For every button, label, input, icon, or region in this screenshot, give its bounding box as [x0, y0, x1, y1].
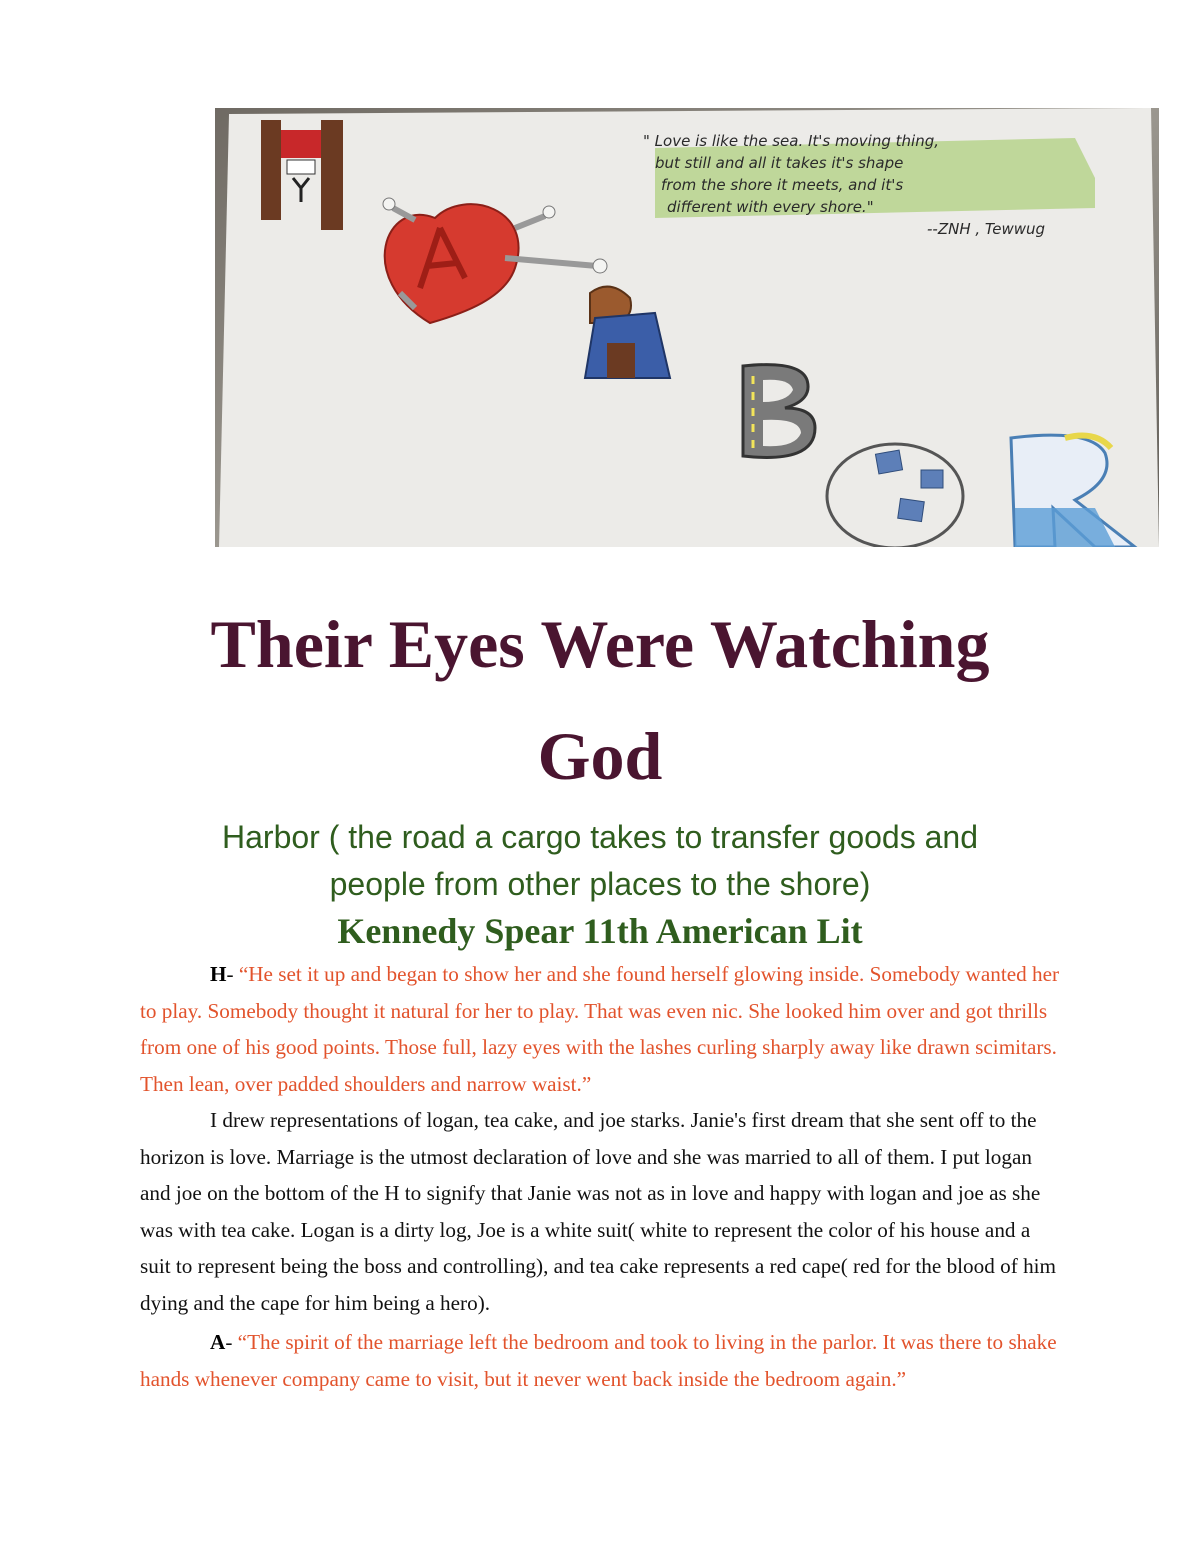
paragraph-h	[140, 956, 1060, 1102]
subtitle-line-1: Harbor ( the road a cargo takes to transfer goods and	[222, 819, 978, 855]
quote-line-1: " Love is like the sea. It's moving thing,	[643, 132, 939, 150]
subtitle-line-2: people from other places to the shore)	[329, 866, 871, 902]
quote-a: “The spirit of the marriage left the bedroom and took to living in the parlor. It was there to shake hands whenever company came to visit, but it never went back inside the bedroom again.”	[140, 1330, 1057, 1391]
author-line: Kennedy Spear 11th American Lit	[337, 911, 863, 951]
artwork-photo	[215, 108, 1159, 547]
paragraph-key-a: A	[210, 1330, 226, 1354]
paragraph-a	[140, 1324, 1060, 1397]
paragraph-dash: -	[226, 962, 239, 986]
quote-line-3: from the shore it meets, and it's	[661, 176, 904, 194]
paragraph-explanation	[140, 1102, 1060, 1322]
document-title-line-1: Their Eyes Were Watching	[210, 606, 990, 682]
quote-line-2: but still and all it takes it's shape	[655, 154, 904, 172]
quote-h: “He set it up and began to show her and she found herself glowing inside. Somebody wanted her to play. Somebody thought it natural for her to play. That was even nic. She looked him over and got thrills from one of his good points. Those full, lazy eyes with the lashes curling sharply away like drawn scimitars. Then lean, over padded shoulders and narrow waist.”	[140, 962, 1060, 1096]
paragraph-dash: -	[225, 1330, 238, 1354]
paragraph-key-h: H	[210, 962, 227, 986]
document-title-line-2: God	[537, 718, 663, 794]
explanation-text: I drew representations of logan, tea cake, and joe starks. Janie's first dream that she sent off to the horizon is love. Marriage is the utmost declaration of love and she was married to all of them. I put logan and joe on the bottom of the H to signify that Janie was not as in love and happy with logan and joe as she was with tea cake. Logan is a dirty log, Joe is a white suit( white to represent the color of his house and a suit to represent being the boss and controlling), and tea cake represents a red cape( red for the blood of him dying and the cape for him being a hero).	[140, 1108, 1057, 1315]
letter-b-drawing	[743, 365, 815, 458]
quote-attribution: --ZNH , Tewwug	[927, 220, 1046, 238]
quote-line-4: different with every shore."	[667, 198, 874, 216]
